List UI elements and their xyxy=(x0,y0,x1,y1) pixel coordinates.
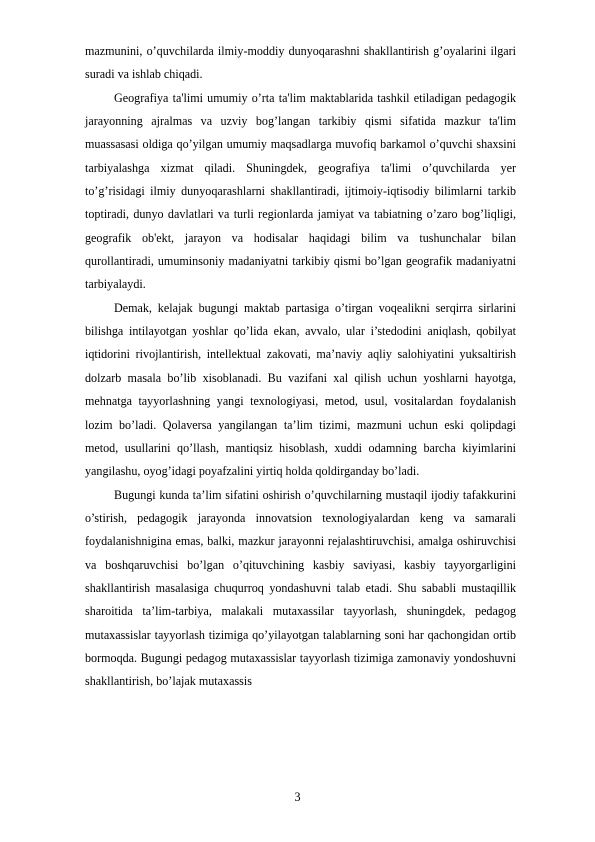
document-body xyxy=(85,40,516,694)
paragraph: Demak, kelajak bugungi maktab partasiga o’tirgan voqealikni serqirra sirlarini bilishga intilayotgan yoshlar qo’lida ekan, avvalo, ular i’stedodini aniqlash, qobilyat iqtidorini rivojlantirish, intellektual zakovati, ma’naviy aqliy salohiyatini yuksaltirish dolzarb masala bo’lib xisoblanadi. Bu vazifani xal qilish uchun yoshlarni hayotga, mehnatga tayyorlashning yangi texnologiyasi, metod, usul, vositalardan foydalanish lozim bo’ladi. Qolaversa yangilangan ta’lim tizimi, mazmuni uchun eski qolipdagi metod, usullarini qo’llash, mantiqsiz hisoblash, xuddi odamning barcha kiyimlarini yangilashu, oyog’idagi poyafzalini yirtiq holda qoldirganday bo’ladi. xyxy=(85,300,516,479)
paragraph: Geografiya ta'limi umumiy o’rta ta'lim maktablarida tashkil etiladigan pedagogik jarayonning ajralmas va uzviy bog’langan tarkibiy qismi sifatida mazkur ta'lim muassasasi oldiga qo’yilgan umumiy maqsadlarga muvofiq barkamol o’quvchi shaxsini tarbiyalashga xizmat qiladi. Shuningdek, geografiya ta'limi o’quvchilarda yer to’g’risidagi ilmiy dunyoqarashlarni shakllantiradi, ijtimoiy-iqtisodiy bilimlarni tarkib toptiradi, dunyo davlatlari va turli regionlarda jamiyat va tabiatning o’zaro bog’liqligi, geografik ob'ekt, jarayon va hodisalar haqidagi bilim va tushunchalar bilan qurollantiradi, umuminsoniy madaniyatni tarkibiy qismi bo’lgan geografik madaniyatni tarbiyalaydi. xyxy=(85,90,516,292)
paragraph: Bugungi kunda ta’lim sifatini oshirish o’quvchilarning mustaqil ijodiy tafakkurini o’stirish, pedagogik jarayonda innovatsion texnologiyalardan keng va samarali foydalanishnigina emas, balki, mazkur jarayonni rejalashtiruvchisi, amalga oshiruvchisi va boshqaruvchisi bo’lgan o’qituvchining kasbiy saviyasi, kasbiy tayyorgarligini shakllantirish masalasiga chuqurroq yondashuvni talab etadi. Shu sababli mustaqillik sharoitida ta’lim-tarbiya, malakali mutaxassilar tayyorlash, shuningdek, pedagog mutaxassislar tayyorlash tizimiga qo’yilayotgan talablarning soni har qachongidan ortib bormoqda. Bugungi pedagog mutaxassislar tayyorlash tizimiga zamonaviy yondoshuvni shakllantirish, bo’lajak mutaxassis xyxy=(85,487,516,689)
page-number: 3 xyxy=(294,790,301,804)
paragraph: mazmunini, o’quvchilarda ilmiy-moddiy dunyoqarashni shakllantirish g’oyalarini ilgari suradi va ishlab chiqadi. xyxy=(85,44,516,82)
